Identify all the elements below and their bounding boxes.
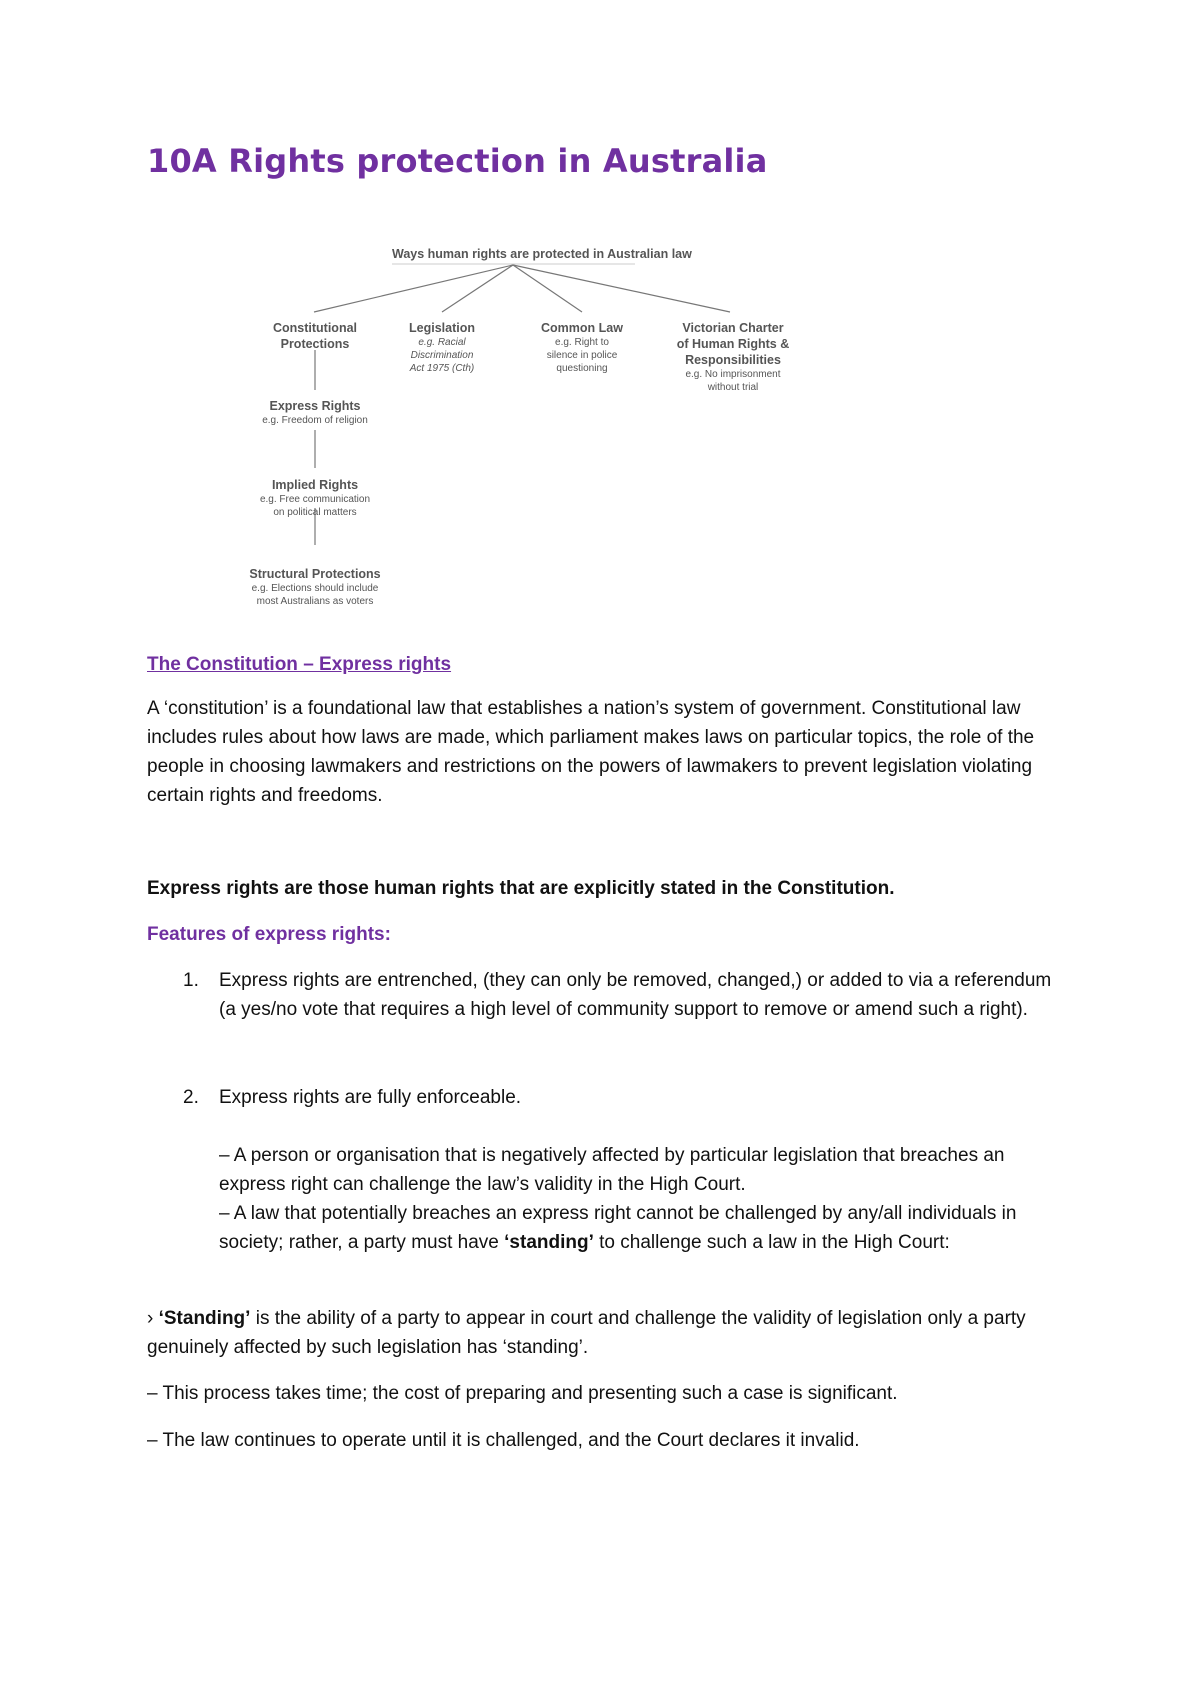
feature-text-2: Express rights are fully enforceable. <box>219 1087 522 1108</box>
node-structural-heading: Structural Protections <box>249 567 381 581</box>
node-implied-heading: Implied Rights <box>271 478 359 492</box>
feature-number-1: 1. <box>183 970 199 991</box>
standing-definition <box>147 1304 1067 1362</box>
node-express-heading: Express Rights <box>269 399 361 413</box>
page-title: 10A Rights protection in Australia <box>147 142 768 180</box>
node-common-law-heading: Common Law <box>541 321 623 335</box>
standing-bullet: › <box>147 1308 159 1329</box>
node-charter-example-1: e.g. No imprisonment <box>685 369 781 380</box>
node-legislation-heading: Legislation <box>409 321 475 335</box>
point-operate: – The law continues to operate until it is challenged, and the Court declares it invalid. <box>147 1430 860 1451</box>
sub-point-b-post: to challenge such a law in the High Court: <box>593 1232 950 1253</box>
node-charter-line3: Responsibilities <box>685 353 781 367</box>
node-common-law-example-3: questioning <box>556 363 608 374</box>
node-victorian-charter <box>660 320 806 394</box>
node-common-law-example-2: silence in police <box>546 350 618 361</box>
express-rights-definition: Express rights are those human rights that are explicitly stated in the Constitution. <box>147 878 895 899</box>
node-legislation-example-1: e.g. Racial <box>418 337 466 348</box>
point-cost: – This process takes time; the cost of preparing and presenting such a case is significant. <box>147 1383 898 1404</box>
sub-point-b-standing: ‘standing’ <box>504 1232 594 1253</box>
node-constitutional-protections <box>248 320 382 352</box>
node-common-law <box>530 320 634 375</box>
node-express-rights <box>230 398 400 427</box>
sub-point-b-text <box>219 1199 1069 1257</box>
node-structural-example-2: most Australians as voters <box>256 596 374 607</box>
node-express-example: e.g. Freedom of religion <box>262 415 368 426</box>
node-charter-example-2: without trial <box>707 382 759 393</box>
feature-text-1: Express rights are entrenched, (they can only be removed, changed,) or added to via a referendum (a yes/no vote that requires a high level of community support to remove or amend such a right). <box>219 970 1052 1020</box>
standing-text: is the ability of a party to appear in court and challenge the validity of legislation only a party genuinely affected by such legislation has ‘standing’. <box>147 1308 1026 1358</box>
node-implied-example-1: e.g. Free communication <box>259 494 371 505</box>
section-heading: The Constitution – Express rights <box>147 654 452 675</box>
node-legislation <box>390 320 494 375</box>
diagram-title: Ways human rights are protected in Australian law <box>392 247 692 261</box>
node-implied-example-2: on political matters <box>273 507 357 518</box>
node-structural-example-1: e.g. Elections should include <box>251 583 379 594</box>
rights-protection-diagram <box>230 240 880 620</box>
sub-point-a-text: – A person or organisation that is negatively affected by particular legislation that breaches an express right can challenge the law’s validity in the High Court. <box>219 1145 1005 1195</box>
features-heading: Features of express rights: <box>147 924 391 945</box>
node-legislation-example-3: Act 1975 (Cth) <box>409 363 475 374</box>
feature-number-2: 2. <box>183 1087 199 1108</box>
node-charter-line1: Victorian Charter <box>682 321 784 335</box>
diagram-connectors <box>230 240 880 620</box>
node-constitutional-line1: Constitutional <box>272 321 357 335</box>
constitution-paragraph: A ‘constitution’ is a foundational law that establishes a nation’s system of government. Constitutional law includes rules about how laws are made, which parliament makes laws on particular topics, the role of the people in choosing lawmakers and restrictions on the powers of lawmakers to prevent legislation violating certain rights and freedoms. <box>147 698 1035 806</box>
node-constitutional-line2: Protections <box>280 337 350 351</box>
section-heading-container <box>147 650 1067 679</box>
node-charter-line2: of Human Rights & <box>676 337 790 351</box>
node-structural-protections <box>220 566 410 608</box>
sub-point-b-pre: – A law that potentially breaches an express right cannot be challenged by any/all individuals in society; rather, a party must have <box>219 1203 1017 1253</box>
standing-term: ‘Standing’ <box>158 1308 251 1329</box>
node-common-law-example-1: e.g. Right to <box>555 337 609 348</box>
node-legislation-example-2: Discrimination <box>410 350 474 361</box>
node-implied-rights <box>230 477 400 519</box>
